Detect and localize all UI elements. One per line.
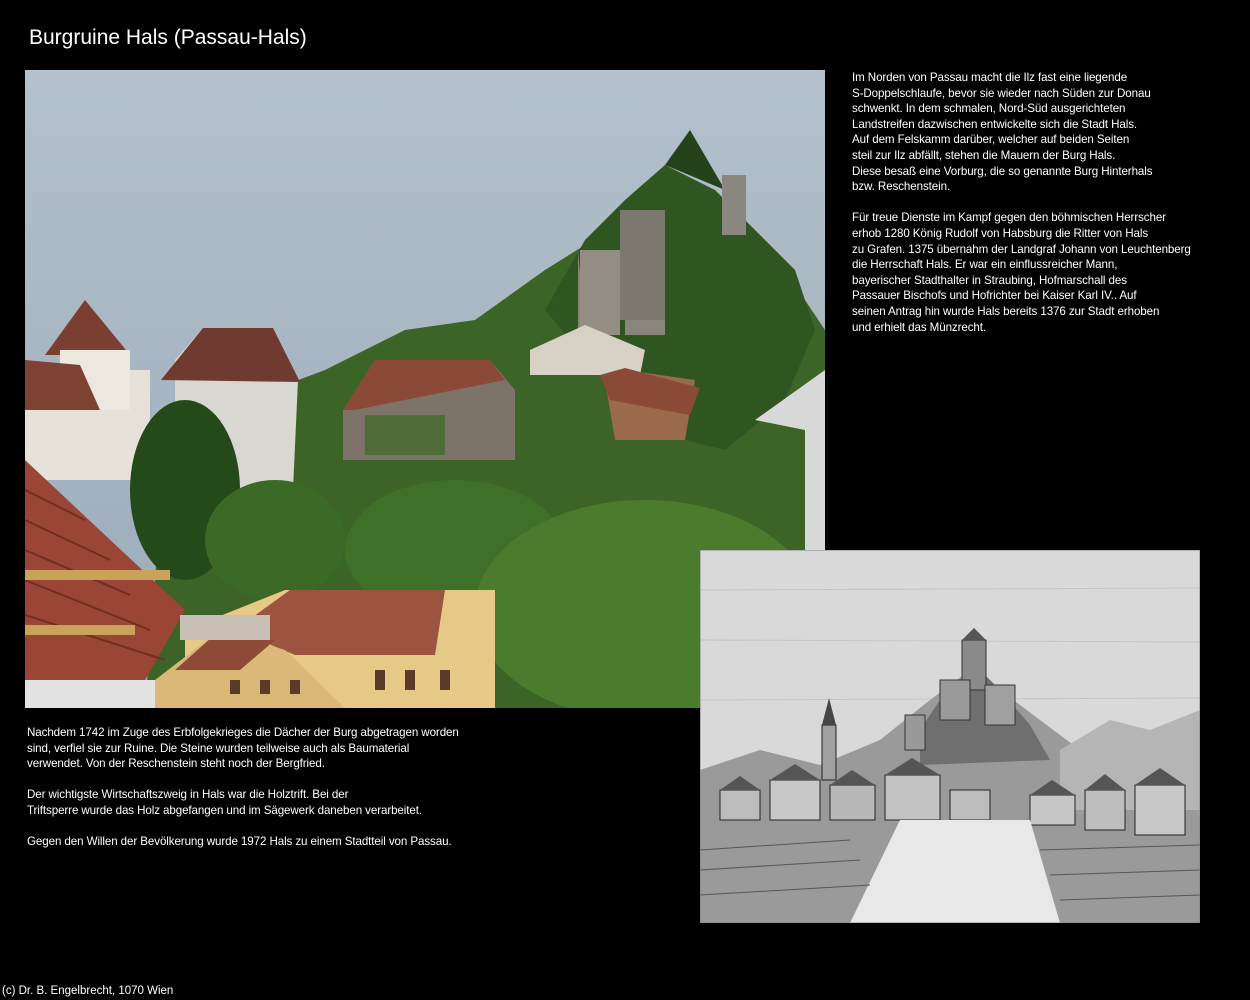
copyright-footer: (c) Dr. B. Engelbrecht, 1070 Wien xyxy=(2,985,174,997)
history-text-bottom xyxy=(27,725,497,850)
historic-engraving-image xyxy=(700,550,1200,923)
page-title: Burgruine Hals (Passau-Hals) xyxy=(29,26,307,49)
history-text-right xyxy=(852,70,1242,335)
paragraph: Nachdem 1742 im Zuge des Erbfolgekrieges die Dächer der Burg abgetragen worden sind, verfiel sie zur Ruine. Die Steine wurden teilweise auch als Baumaterial verwendet. Von der Reschenstein steht noch der Bergfried. xyxy=(27,726,459,771)
paragraph: Gegen den Willen der Bevölkerung wurde 1972 Hals zu einem Stadtteil von Passau. xyxy=(27,835,452,849)
paragraph: Im Norden von Passau macht die Ilz fast eine liegende S-Doppelschlaufe, bevor sie wieder nach Süden zur Donau schwenkt. In dem schmalen, Nord-Süd ausgerichteten Landstreifen dazwischen entwickelte sich die Stadt Hals. Auf dem Felskamm darüber, welcher auf beiden Seiten steil zur Ilz abfällt, stehen die Mauern der Burg Hals. Diese besaß eine Vorburg, die so genannte Burg Hinterhals bzw. Reschenstein. xyxy=(852,71,1153,194)
paragraph: Für treue Dienste im Kampf gegen den böhmischen Herrscher erhob 1280 König Rudolf von Habsburg die Ritter von Hals zu Grafen. 1375 übernahm der Landgraf Johann von Leuchtenberg die Herrschaft Hals. Er war ein einflussreicher Mann, bayerischer Stadthalter in Straubing, Hofmarschall des Passauer Bischofs und Hofrichter bei Kaiser Karl IV.. Auf seinen Antrag hin wurde Hals bereits 1376 zur Stadt erhoben und erhielt das Münzrecht. xyxy=(852,211,1191,334)
paragraph: Der wichtigste Wirtschaftszweig in Hals war die Holztrift. Bei der Triftsperre wurde das Holz abgefangen und im Sägewerk daneben verarbeitet. xyxy=(27,788,422,817)
